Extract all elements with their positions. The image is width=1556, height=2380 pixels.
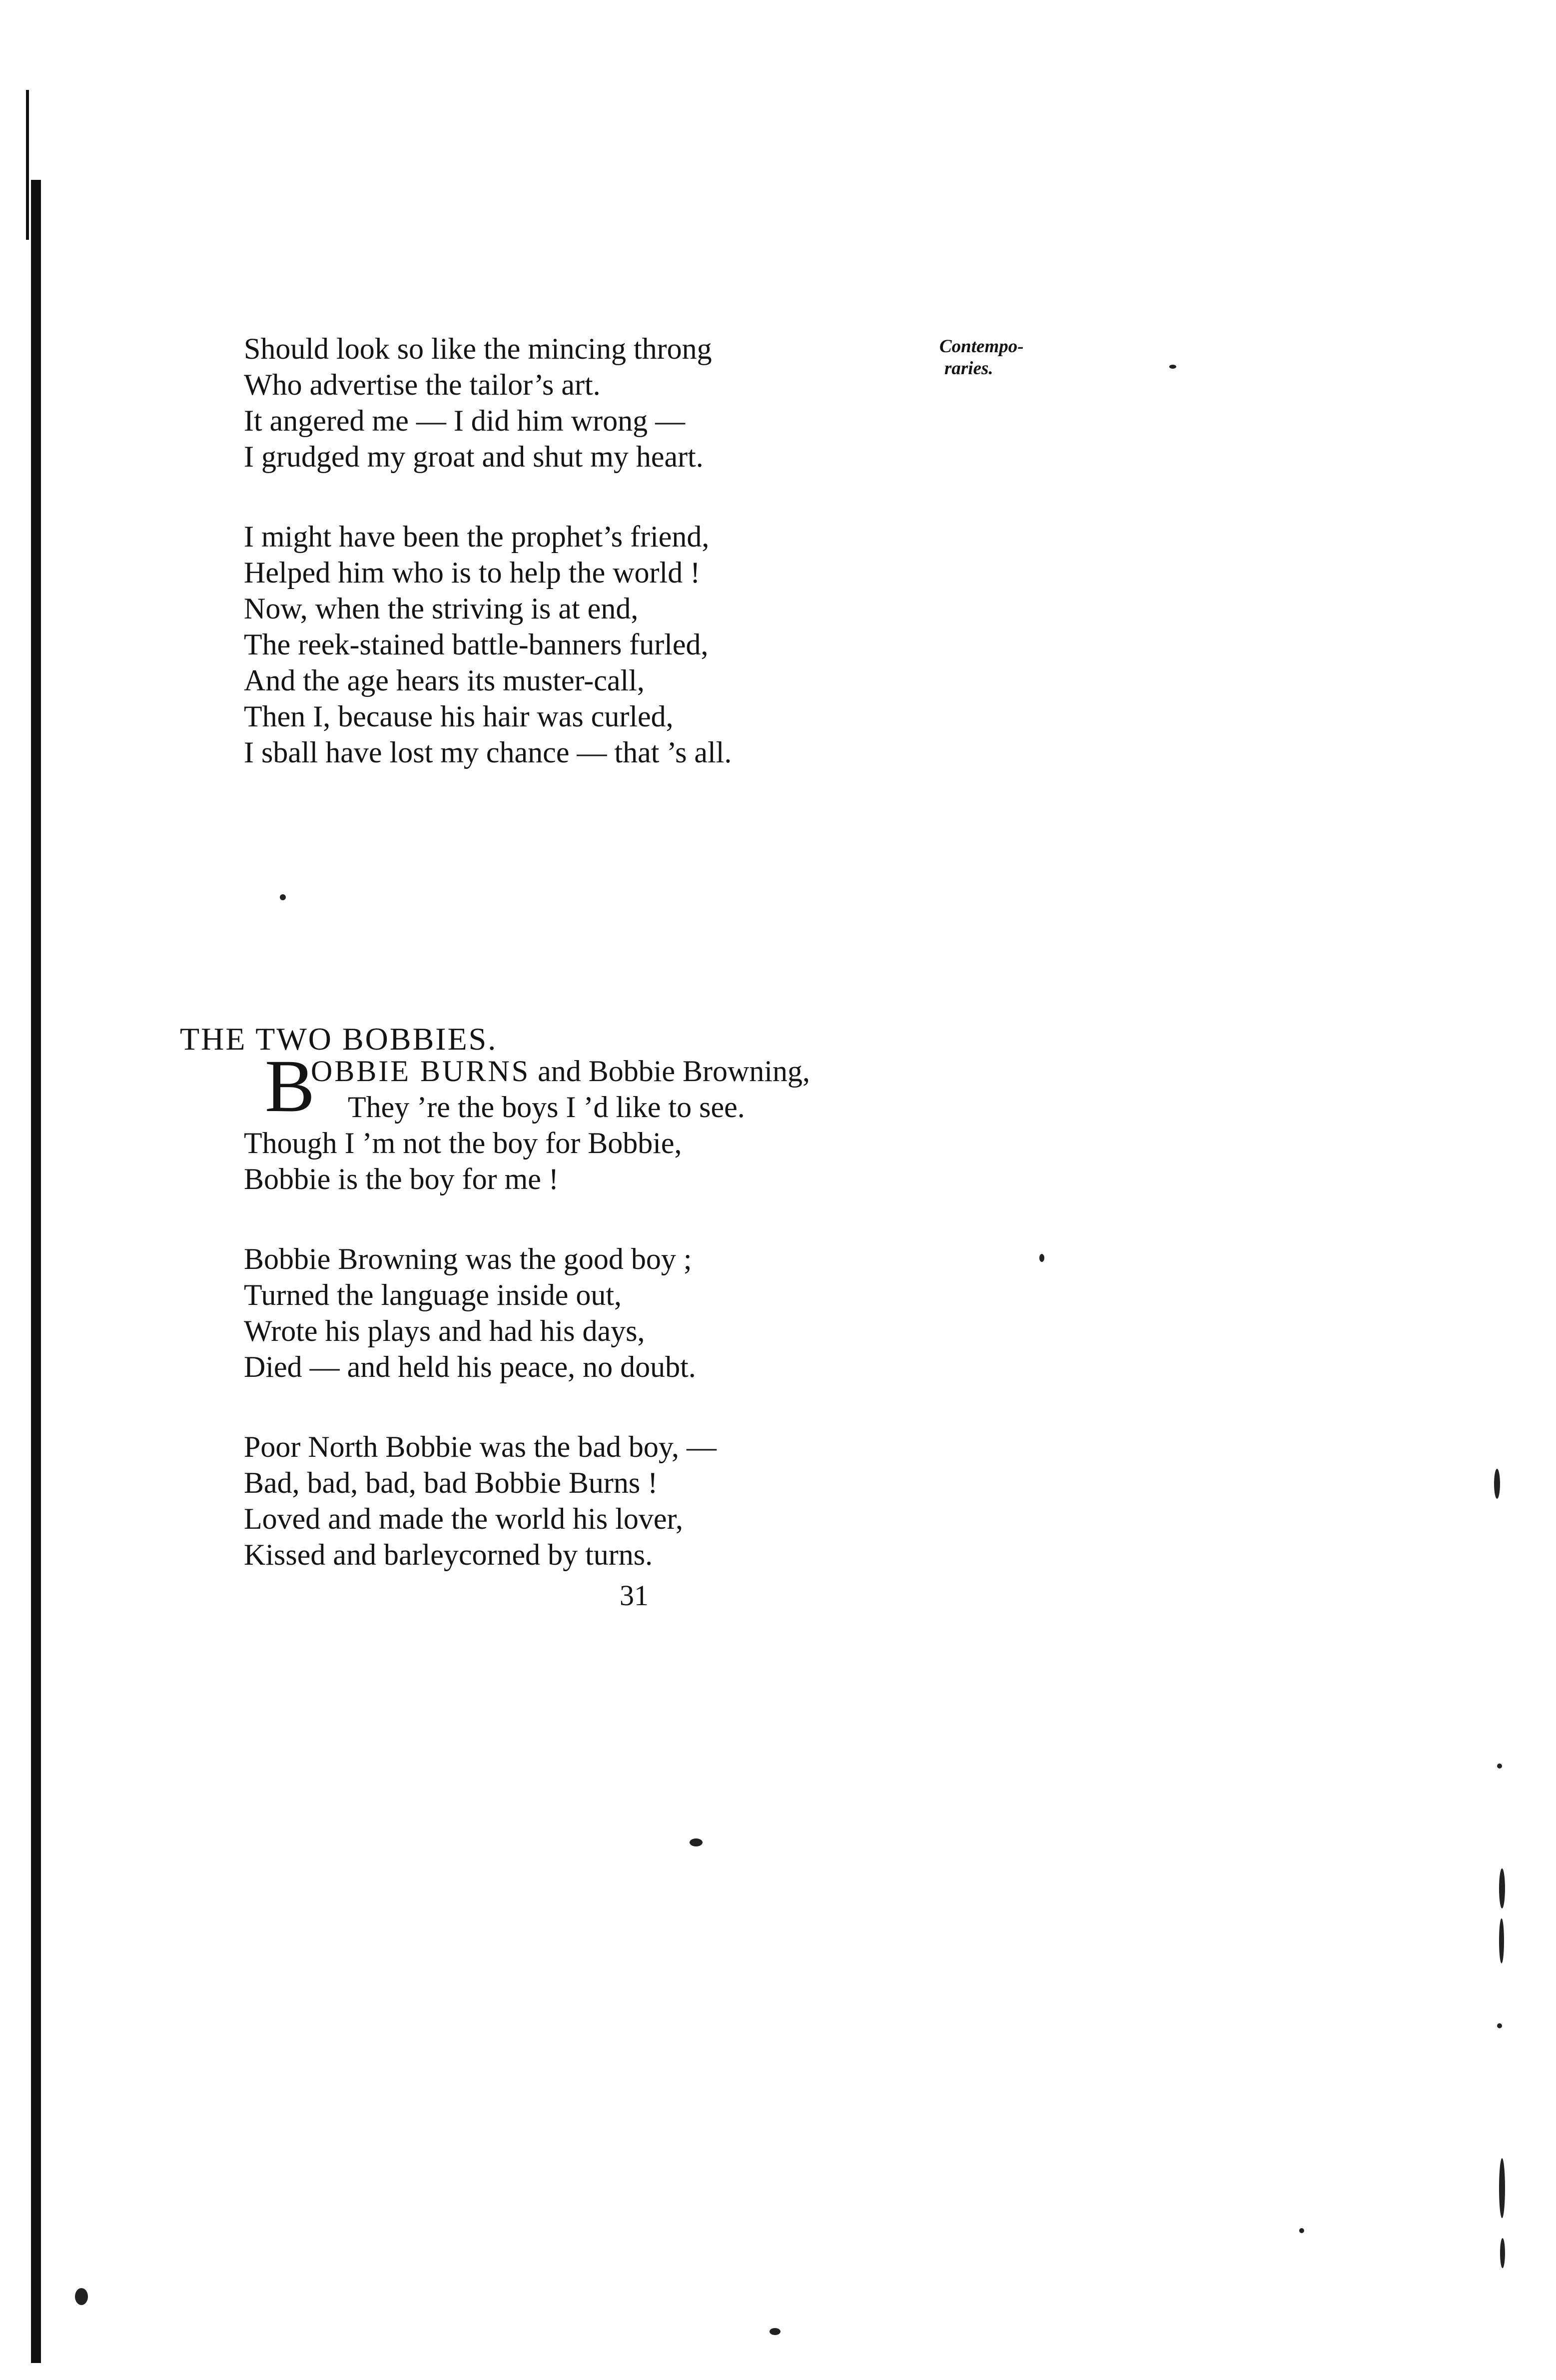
verse-line: Helped him who is to help the world ! — [244, 556, 701, 589]
scan-speck — [1497, 1764, 1502, 1769]
binding-edge — [31, 180, 41, 2363]
verse-line: Poor North Bobbie was the bad boy, — — [244, 1430, 717, 1463]
verse-line: Though I ’m not the boy for Bobbie, — [244, 1127, 682, 1160]
scan-speck — [1499, 2158, 1505, 2218]
verse-line: It angered me — I did him wrong — — [244, 404, 686, 437]
verse-line-second: They ’re the boys I ’d like to see. — [348, 1091, 745, 1124]
verse-line: I grudged my groat and shut my heart. — [244, 440, 704, 473]
poem2-stanza1 — [244, 1125, 682, 1197]
binding-edge-top — [26, 90, 29, 240]
margin-note — [939, 336, 1024, 380]
verse-line: Then I, because his hair was curled, — [244, 700, 674, 733]
scan-speck — [770, 2328, 780, 2335]
page-number: 31 — [620, 1579, 649, 1612]
verse-line: Loved and made the world his lover, — [244, 1502, 684, 1535]
scan-speck — [1494, 1469, 1500, 1499]
verse-line: Wrote his plays and had his days, — [244, 1314, 645, 1347]
verse-line: The reek-stained battle-banners furled, — [244, 628, 709, 661]
verse-line: Bad, bad, bad, bad Bobbie Burns ! — [244, 1466, 658, 1499]
scan-speck — [1497, 2023, 1502, 2028]
margin-note-line: raries. — [944, 358, 993, 379]
scan-speck — [75, 2288, 88, 2305]
scan-speck — [1299, 2228, 1304, 2233]
scan-speck — [1039, 1254, 1044, 1262]
poem1-stanza1 — [244, 331, 712, 475]
scan-speck — [1499, 1918, 1504, 1963]
scan-speck — [1169, 365, 1176, 369]
poem1-stanza2 — [244, 519, 732, 770]
verse-line: I might have been the prophet’s friend, — [244, 520, 710, 553]
scan-speck — [280, 894, 286, 900]
scan-speck — [1500, 2238, 1505, 2268]
verse-line: Now, when the striving is at end, — [244, 592, 639, 625]
first-line-rest: and Bobbie Browning, — [530, 1055, 810, 1088]
verse-line: Kissed and barleycorned by turns. — [244, 1538, 653, 1571]
poem-title: THE TWO BOBBIES. — [180, 1021, 498, 1057]
poem2-stanza2 — [244, 1241, 696, 1385]
verse-line: Died — and held his peace, no doubt. — [244, 1350, 696, 1383]
verse-line: Turned the language inside out, — [244, 1278, 622, 1311]
verse-line-first — [311, 1053, 810, 1089]
verse-line: Bobbie is the boy for me ! — [244, 1163, 559, 1195]
verse-line: And the age hears its muster-call, — [244, 664, 645, 697]
first-line-caps: OBBIE BURNS — [311, 1055, 531, 1088]
scan-speck — [690, 1838, 703, 1846]
verse-line: I sball have lost my chance — that ’s all. — [244, 736, 732, 769]
scan-speck — [1499, 1868, 1505, 1908]
drop-cap: B — [265, 1045, 315, 1128]
verse-line: Should look so like the mincing throng — [244, 332, 712, 365]
verse-line: Bobbie Browning was the good boy ; — [244, 1242, 692, 1275]
margin-note-line: Contempo- — [939, 336, 1024, 357]
poem2-stanza3 — [244, 1429, 717, 1573]
verse-line: Who advertise the tailor’s art. — [244, 368, 601, 401]
